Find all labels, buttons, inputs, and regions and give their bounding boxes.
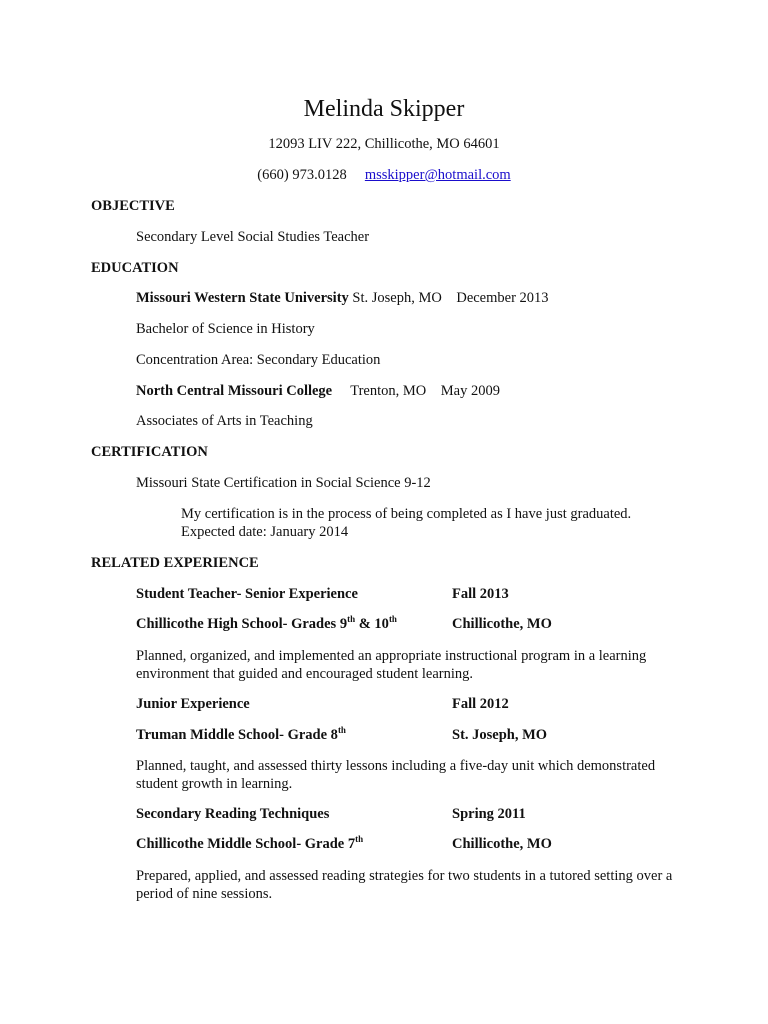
experience-title: Student Teacher- Senior Experience [136, 586, 358, 602]
experience-location: Chillicothe, MO [452, 836, 552, 852]
experience-location: Chillicothe, MO [452, 616, 552, 632]
experience-heading: RELATED EXPERIENCE [91, 555, 259, 571]
experience-description: Prepared, applied, and assessed reading strategies for two students in a tutored setting over a period of nine sessions. [136, 868, 673, 902]
experience-date: Fall 2012 [452, 696, 509, 712]
objective-heading: OBJECTIVE [91, 198, 175, 214]
experience-description: Planned, taught, and assessed thirty lessons including a five-day unit which demonstrated student growth in learning. [136, 758, 656, 792]
certification-text: Missouri State Certification in Social Science 9-12 [136, 475, 431, 491]
phone: (660) 973.0128 [257, 167, 347, 183]
experience-date: Fall 2013 [452, 586, 509, 602]
email-link[interactable]: msskipper@hotmail.com [364, 167, 511, 183]
experience-location: St. Joseph, MO [452, 727, 548, 743]
concentration-1: Concentration Area: Secondary Education [136, 352, 381, 368]
certification-heading: CERTIFICATION [91, 444, 208, 460]
school-date: December 2013 [456, 290, 549, 306]
certification-note-line-2: Expected date: January 2014 [181, 524, 349, 540]
experience-school: Chillicothe Middle School- Grade 7th [136, 834, 364, 852]
degree-2: Associates of Arts in Teaching [136, 413, 313, 429]
certification-note-line-1: My certification is in the process of being completed as I have just graduated. [181, 506, 632, 522]
school-name: Missouri Western State University [136, 290, 349, 306]
school-date: May 2009 [440, 383, 500, 399]
degree-1: Bachelor of Science in History [136, 321, 315, 337]
experience-date: Spring 2011 [452, 806, 526, 822]
applicant-name: Melinda Skipper [303, 96, 465, 122]
contact-line [0, 168, 768, 183]
experience-description: Planned, organized, and implemented an appropriate instructional program in a learning environment that guided and encouraged student learning. [136, 648, 647, 682]
school-location: St. Joseph, MO [352, 290, 442, 306]
experience-school: Truman Middle School- Grade 8th [136, 725, 346, 743]
address: 12093 LIV 222, Chillicothe, MO 64601 [268, 136, 500, 152]
objective-text: Secondary Level Social Studies Teacher [136, 229, 370, 245]
experience-school: Chillicothe High School- Grades 9th & 10th [136, 614, 397, 632]
experience-title: Junior Experience [136, 696, 250, 712]
education-entry-2 [136, 384, 500, 399]
experience-title: Secondary Reading Techniques [136, 806, 330, 822]
education-entry-1 [136, 291, 549, 306]
school-location: Trenton, MO [350, 383, 427, 399]
school-name: North Central Missouri College [136, 383, 333, 399]
education-heading: EDUCATION [91, 260, 179, 276]
